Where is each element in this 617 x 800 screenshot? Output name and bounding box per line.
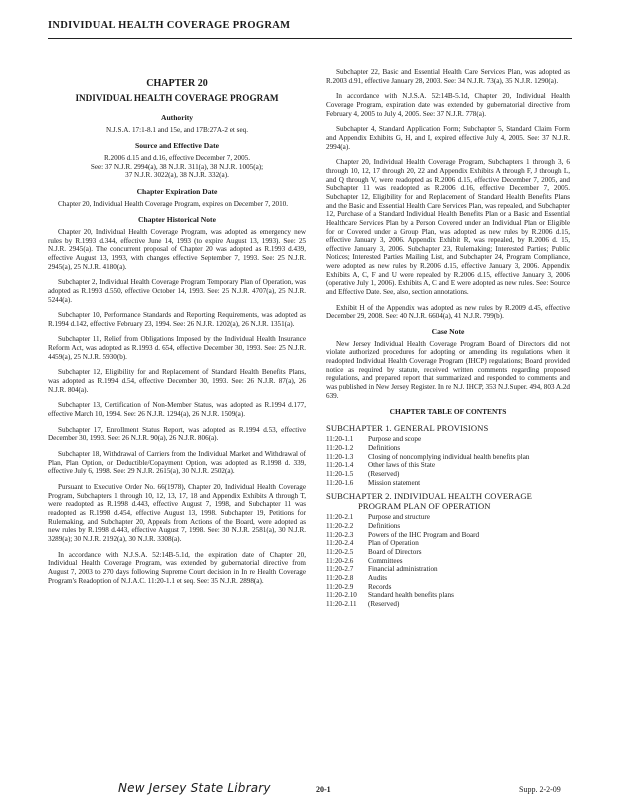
toc-section-title: Mission statement	[368, 478, 421, 487]
toc-section-title: Plan of Operation	[368, 539, 419, 548]
toc-section-title: Records	[368, 582, 392, 591]
toc-entry[interactable]	[326, 479, 570, 488]
toc-section-title: Other laws of this State	[368, 461, 436, 470]
toc-list	[326, 513, 570, 608]
source-line: 37 N.J.R. 3022(a), 38 N.J.R. 332(a).	[125, 171, 229, 180]
history-paragraph: Subchapter 18, Withdrawal of Carriers from the Individual Market and Withdrawal of Plan, Plan Option, or Deductible/Copayment Option, was adopted as R.1998 d. 339, effective July 6, 1998. See: 29 N.J.R. 2615(a), 30 N.J.R. 2502(a).	[48, 450, 306, 476]
toc-section-number: 11:20-1.5	[326, 470, 354, 479]
toc-section-title: Financial administration	[368, 565, 438, 574]
left-column	[48, 70, 306, 592]
source-line: See: 37 N.J.R. 2994(a), 38 N.J.R. 311(a), 38 N.J.R. 1005(a);	[90, 162, 264, 171]
toc-section-title: Closing of noncomplying individual health benefits plan	[368, 452, 530, 461]
toc-entry[interactable]	[326, 548, 570, 557]
supplement-date: Supp. 2-2-09	[519, 785, 561, 794]
history-paragraph: Subchapter 17, Enrollment Status Report, was adopted as R.1994 d.53, effective December 30, 1993. See: 26 N.J.R. 90(a), 26 N.J.R. 806(a).	[48, 425, 306, 443]
toc-section-number: 11:20-2.4	[326, 539, 354, 548]
authority-section	[48, 114, 306, 134]
source-section	[48, 142, 306, 180]
toc-entry[interactable]	[326, 574, 570, 583]
toc-heading: CHAPTER TABLE OF CONTENTS	[389, 407, 507, 417]
history-paragraph: Subchapter 12, Eligibility for and Replacement of Standard Health Benefits Plans, was adopted as R.1994 d.54, effective December 30, 1993. See: 26 N.J.R. 87(a), 26 N.J.R. 804(a).	[48, 368, 306, 394]
right-column	[326, 68, 570, 609]
toc-entry[interactable]	[326, 557, 570, 566]
source-line: R.2006 d.15 and d.16, effective December 7, 2005.	[103, 153, 250, 162]
subchapter-heading-line: PROGRAM PLAN OF OPERATION	[358, 500, 491, 511]
toc-section-title: Committees	[368, 556, 403, 565]
toc-section-number: 11:20-2.7	[326, 565, 354, 574]
history-paragraph: Chapter 20, Individual Health Coverage Program, was adopted as emergency new rules by R.1993 d.344, effective June 14, 1993 (to expire August 13, 1993). See: 25 N.J.R. 2945(a). The concurrent proposal of Chapter 20 was adopted as R.1993 d.439, effective August 13, 1993, with changes effective September 7, 1993. See: 25 N.J.R. 2945(a), 25 N.J.R. 4180(a).	[48, 227, 306, 271]
history-paragraph: In accordance with N.J.S.A. 52:14B-5.1d, the expiration date of Chapter 20, Individual Health Coverage Program, was extended by gubernatorial directive from August 7, 2003 to 270 days following Supreme Court decision in In re Health Coverage Program's Readoption of N.J.A.C. 11:20-1.1 et seq. See: 35 N.J.R. 2898(a).	[48, 550, 306, 585]
history-paragraph: Subchapter 22, Basic and Essential Health Care Services Plan, was adopted as R.2003 d.91, effective January 28, 2003. See: 34 N.J.R. 73(a), 35 N.J.R. 1290(a).	[326, 68, 570, 85]
expiration-section	[48, 188, 306, 208]
toc-section-title: Purpose and scope	[368, 435, 422, 444]
running-header: INDIVIDUAL HEALTH COVERAGE PROGRAM	[48, 20, 291, 31]
toc-entry[interactable]	[326, 591, 570, 600]
history-paragraph: Subchapter 4, Standard Application Form; Subchapter 5, Standard Claim Form and Appendix Exhibits G, H, and I, expired effective July 4, 2005. See: 37 N.J.R. 2994(a).	[326, 125, 570, 151]
history-heading: Chapter Historical Note	[138, 215, 216, 225]
toc-section-number: 11:20-2.5	[326, 548, 354, 557]
subchapter-heading-line: SUBCHAPTER 2. INDIVIDUAL HEALTH COVERAGE	[326, 491, 533, 502]
toc-section-number: 11:20-1.4	[326, 461, 354, 470]
toc-section-number: 11:20-1.2	[326, 444, 354, 453]
toc-entry[interactable]	[326, 461, 570, 470]
toc-section-number: 11:20-1.6	[326, 478, 354, 487]
toc-entry[interactable]	[326, 513, 570, 522]
toc-entry[interactable]	[326, 453, 570, 462]
toc-section-number: 11:20-1.1	[326, 435, 354, 444]
toc-section-title: Board of Directors	[368, 548, 422, 557]
toc-entry[interactable]	[326, 583, 570, 592]
toc-entry[interactable]	[326, 531, 570, 540]
history-paragraph: Subchapter 11, Relief from Obligations Imposed by the Individual Health Insurance Reform Act, was adopted as R.1993 d. 654, effective December 30, 1993. See: 25 N.J.R. 4459(a), 25 N.J.R. 5930(b).	[48, 335, 306, 361]
toc-section-title: Powers of the IHC Program and Board	[368, 530, 480, 539]
history-paragraph: Subchapter 2, Individual Health Coverage Program Temporary Plan of Operation, was adopted as R.1993 d.550, effective October 14, 1993. See: 25 N.J.R. 4707(a), 25 N.J.R. 5244(a).	[48, 278, 306, 304]
header-rule	[48, 38, 572, 39]
toc-section-number: 11:20-2.3	[326, 530, 354, 539]
toc-section-number: 11:20-2.10	[326, 591, 357, 600]
history-paragraph: Exhibit H of the Appendix was adopted as new rules by R.2009 d.45, effective December 29, 2008. See: 40 N.J.R. 6604(a), 41 N.J.R. 799(b).	[326, 303, 570, 321]
authority-heading: Authority	[160, 113, 194, 122]
toc-entry[interactable]	[326, 539, 570, 548]
toc-section-number: 11:20-2.11	[326, 599, 357, 608]
toc-section-title: Standard health benefits plans	[368, 591, 454, 600]
toc-section-number: 11:20-2.8	[326, 574, 354, 582]
toc-entry[interactable]	[326, 435, 570, 444]
library-watermark: New Jersey State Library	[118, 781, 271, 795]
toc-entry[interactable]	[326, 565, 570, 574]
toc-section-title: Audits	[368, 574, 388, 582]
toc-entry[interactable]	[326, 600, 570, 609]
subchapter-heading	[326, 492, 570, 511]
toc-entry[interactable]	[326, 470, 570, 479]
toc-section-number: 11:20-2.6	[326, 556, 354, 565]
expiration-text: Chapter 20, Individual Health Coverage Program, expires on December 7, 2010.	[58, 199, 289, 208]
toc-entry[interactable]	[326, 444, 570, 453]
expiration-heading: Chapter Expiration Date	[136, 186, 218, 196]
authority-text: N.J.S.A. 17:1-8.1 and 15e, and 17B:27A-2 et seq.	[105, 125, 248, 134]
case-note-heading: Case Note	[431, 327, 465, 337]
chapter-name: INDIVIDUAL HEALTH COVERAGE PROGRAM	[75, 93, 279, 103]
history-paragraph: Pursuant to Executive Order No. 66(1978), Chapter 20, Individual Health Coverage Program, Subchapters 1 through 10, 12, 13, 17, 18 and Appendix Exhibits A through T, were readopted as R.1998 d.443, effective August 7, 1998, and Subchapter 11 was readopted as R.1998 d.454, effective August 13, 1998. Subchapter 19, Petitions for Rulemaking, and Subchapter 20, Appeals from Actions of the Board, were adopted as new rules by R.1998 d.443, effective August 7, 1998. See: 30 N.J.R. 2581(a), 30 N.J.R. 3289(a); 30 N.J.R. 2192(a), 30 N.J.R. 3308(a).	[48, 483, 306, 543]
page-number: 20-1	[316, 785, 331, 794]
history-paragraph: In accordance with N.J.S.A. 52:14B-5.1d, Chapter 20, Individual Health Coverage Program, expiration date was extended by gubernatorial directive from February 4, 2005 to July 4, 2005. See: 37 N.J.R. 778(a).	[326, 92, 570, 118]
toc-section-title: (Reserved)	[368, 599, 400, 608]
toc-section-title: Definitions	[368, 522, 401, 531]
history-paragraph: Subchapter 10, Performance Standards and Reporting Requirements, was adopted as R.1994 d.142, effective February 23, 1994. See: 26 N.J.R. 1202(a), 26 N.J.R. 1351(a).	[48, 311, 306, 328]
chapter-number: CHAPTER 20	[146, 78, 208, 89]
history-paragraph: Chapter 20, Individual Health Coverage Program, Subchapters 1 through 3, 6 through 10, 12, 17 through 20, 22 and Appendix Exhibits A through F, J through L, and Q through V, were readopted as R.2006 d.15, effective December 7, 2005, and Subchapter 11 was readopted as R.2006 d.16, effective December 7, 2005. Subchapter 12, Eligibility for and Replacement of Standard Health Benefits Plans and the Basic and Essential Health Care Services Plan, was repealed, and Subchapter 12, Purchase of a Standard Individual Health Benefits Plan or a Basic and Essential Healthcare Services Plan by a Person Covered under an Individual Plan or Eligible for or Covered under a Group Plan, was adopted as new rules by R.2006 d.15, effective January 3, 2006. Appendix Exhibit R, was repealed, by R.2006 d. 15, effective January 3, 2006. Subchapter 23, Rulemaking; Interested Parties; Public Notices; Interested Parties Mailing List, and Subchapter 24, Program Compliance, were adopted as new rules by R.2006 d.15, effective January 3, 2006. Appendix Exhibits A, C, F and U were repealed by R.2006 d.15, effective January 3, 2006 (operative July 1, 2006). Exhibits A, C and E were adopted as new rules. See: Source and Effective Date. See, also, section annotations.	[326, 158, 570, 297]
toc-section-title: (Reserved)	[368, 470, 400, 479]
case-note-text: New Jersey Individual Health Coverage Program Board of Directors did not violate authorized procedures for adopting or amending its regulations when it readopted Individual Health Coverage Program (IHCP) regulations; Board provided notice as required by statute, received written comments regarding proposed regulations, and prepared report that summarized and responded to comments and was published in New Jersey Register. In re N.J. IHCP, 353 N.J.Super. 494, 803 A.2d 639.	[326, 339, 570, 400]
subchapter-heading: SUBCHAPTER 1. GENERAL PROVISIONS	[326, 422, 489, 433]
toc-list	[326, 435, 570, 487]
toc-section-number: 11:20-1.3	[326, 452, 354, 461]
toc-section-number: 11:20-2.9	[326, 582, 354, 591]
toc-section-title: Purpose and structure	[368, 513, 430, 522]
source-heading: Source and Effective Date	[134, 141, 219, 151]
history-paragraph: Subchapter 13, Certification of Non-Member Status, was adopted as R.1994 d.177, effective March 10, 1994. See: 26 N.J.R. 1294(a), 26 N.J.R. 1509(a).	[48, 401, 306, 419]
toc-section-number: 11:20-2.1	[326, 513, 354, 522]
toc-section-title: Definitions	[368, 444, 401, 453]
toc-entry[interactable]	[326, 522, 570, 531]
toc-section-number: 11:20-2.2	[326, 522, 354, 531]
